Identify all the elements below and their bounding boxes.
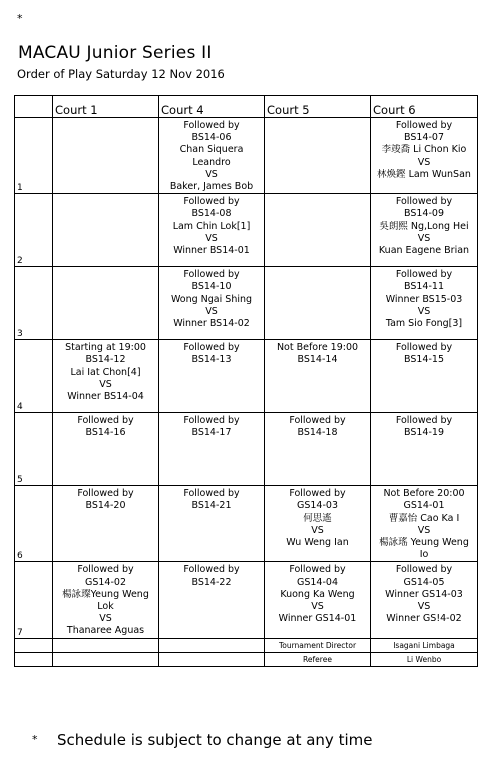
empty-cell [53,638,159,652]
page-subtitle: Order of Play Saturday 12 Nov 2016 [17,67,225,81]
match-line: 林煥鏗 Lam WunSan [377,168,471,180]
match-line: VS [417,232,431,244]
match-line: VS [205,305,218,317]
match-cell [159,413,265,486]
match-cell [159,340,265,413]
match-line: 楊詠瑤 Yeung Weng [379,537,469,549]
match-line: 楊詠璨Yeung Weng [62,588,149,600]
match-line: Followed by [395,196,453,208]
empty-cell [15,638,53,652]
match-line: BS14-20 [85,500,126,512]
match-line: Lai Iat Chon[4] [70,366,141,378]
match-line: Followed by [395,120,453,131]
match-line: BS14-07 [404,132,444,144]
match-line: Thanaree Aguas [66,625,145,637]
match-line: Kuan Eagene Brian [378,245,470,257]
match-line: GS14-01 [403,500,445,512]
empty-cell [159,652,265,666]
match-cell [53,340,159,413]
match-line: Followed by [395,415,453,427]
match-line: VS [99,613,112,625]
match-line: Winner GS14-03 [385,588,463,600]
match-line: Followed by [395,564,453,576]
match-cell [265,413,371,486]
match-line: BS14-08 [191,208,232,220]
match-line: BS14-17 [191,427,232,439]
row-number: 7 [15,562,53,638]
empty-cell [15,652,53,666]
match-line: GS14-03 [297,500,338,512]
match-line: GS14-02 [85,576,126,588]
match-line: Lok [97,601,114,613]
schedule-row [15,194,478,267]
match-cell [265,194,371,267]
match-line: BS14-13 [191,354,232,366]
schedule-row [15,118,478,194]
match-line: Winner BS14-04 [67,391,144,403]
match-line: 吳朗熙 Ng,Long Hei [379,220,469,232]
match-line: Followed by [289,488,346,500]
match-line: Starting at 19:00 [65,342,146,354]
match-line: Not Before 19:00 [276,342,359,354]
official-role: Referee [265,652,371,666]
match-line: Lam Chin Lok[1] [172,220,251,232]
official-row [15,652,478,666]
match-cell [53,267,159,340]
row-number: 1 [15,118,53,194]
match-cell [265,340,371,413]
match-line: Followed by [183,564,240,576]
match-line: Baker, James Bob [169,181,254,193]
row-number: 3 [15,267,53,340]
match-line: BS14-06 [191,132,232,144]
empty-cell [53,652,159,666]
match-line: VS [311,601,324,613]
match-line: Followed by [183,488,240,500]
match-cell [265,118,371,194]
match-line: Followed by [77,564,134,576]
court-header: Court 6 [371,96,478,118]
header-row [15,96,478,118]
page-title: MACAU Junior Series II [18,43,212,63]
court-header: Court 4 [159,96,265,118]
match-line: BS14-11 [404,281,444,293]
match-line: VS [417,524,431,536]
match-line: BS14-14 [297,354,338,366]
court-header: Court 1 [53,96,159,118]
match-line: VS [205,232,218,244]
top-asterisk: * [17,12,23,25]
match-line: Leandro [192,156,231,168]
match-line: Followed by [77,488,134,500]
match-cell [53,118,159,194]
match-cell [371,267,478,340]
match-line: BS14-18 [297,427,338,439]
match-line: Winner BS15-03 [385,293,463,305]
match-line: VS [417,601,431,613]
schedule-note: Schedule is subject to change at any time [57,731,373,749]
schedule-row [15,340,478,413]
match-line: Wu Weng Ian [286,537,349,549]
match-cell [371,413,478,486]
match-cell [265,562,371,638]
row-number: 4 [15,340,53,413]
match-cell [371,340,478,413]
match-line: 何思遙 [303,512,332,524]
order-of-play-table [14,95,478,667]
row-number: 5 [15,413,53,486]
match-line: Followed by [77,415,134,427]
match-cell [159,267,265,340]
match-line: Followed by [183,120,240,131]
official-row [15,638,478,652]
match-cell [371,118,478,194]
match-line: Followed by [183,196,240,208]
match-line: Chan Siquera [179,144,244,156]
match-line: BS14-09 [404,208,444,220]
match-cell [53,413,159,486]
match-line: Followed by [289,415,346,427]
match-line: VS [205,168,218,180]
match-line: BS14-12 [85,354,126,366]
match-line: Winner GS!4-02 [386,613,462,625]
match-cell [159,118,265,194]
match-cell [53,486,159,562]
match-line: Winner GS14-01 [278,613,357,625]
match-line: Io [419,549,429,561]
match-cell [371,486,478,562]
match-line: Followed by [183,415,240,427]
match-line: Tam Sio Fong[3] [385,318,463,330]
match-line: Kuong Ka Weng [280,588,355,600]
schedule-row [15,486,478,562]
match-cell [265,267,371,340]
footnote-asterisk: * [32,733,38,746]
match-line: VS [417,305,431,317]
match-cell [159,486,265,562]
match-line: BS14-21 [191,500,232,512]
match-line: Not Before 20:00 [383,488,465,500]
match-cell [53,194,159,267]
match-line: Wong Ngai Shing [170,293,253,305]
schedule-row [15,413,478,486]
official-role: Tournament Director [265,638,371,652]
match-line: 曹嘉怡 Cao Ka I [388,512,460,524]
match-line: Followed by [183,342,240,354]
official-name: Isagani Limbaga [371,638,478,652]
match-cell [265,486,371,562]
match-line: GS14-05 [403,576,445,588]
official-name: Li Wenbo [371,652,478,666]
header-corner [15,96,53,118]
match-line: Followed by [395,342,453,354]
row-number: 2 [15,194,53,267]
match-cell [371,562,478,638]
match-cell [159,194,265,267]
match-line: Winner BS14-01 [173,245,250,257]
row-number: 6 [15,486,53,562]
match-line: VS [311,524,324,536]
match-line: Followed by [183,269,240,281]
match-line: BS14-10 [191,281,232,293]
match-line: Followed by [289,564,346,576]
court-header: Court 5 [265,96,371,118]
schedule-row [15,562,478,638]
match-line: Followed by [395,269,453,281]
match-cell [371,194,478,267]
empty-cell [159,638,265,652]
match-line: BS14-19 [404,427,444,439]
match-cell [53,562,159,638]
match-line: VS [417,156,431,168]
schedule-row [15,267,478,340]
match-line: BS14-15 [404,354,444,366]
match-cell [159,562,265,638]
match-line: 李竣喬 Li Chon Kio [381,144,467,156]
match-line: GS14-04 [297,576,338,588]
match-line: VS [99,378,112,390]
match-line: BS14-16 [85,427,126,439]
match-line: Winner BS14-02 [173,318,250,330]
match-line: BS14-22 [191,576,232,588]
